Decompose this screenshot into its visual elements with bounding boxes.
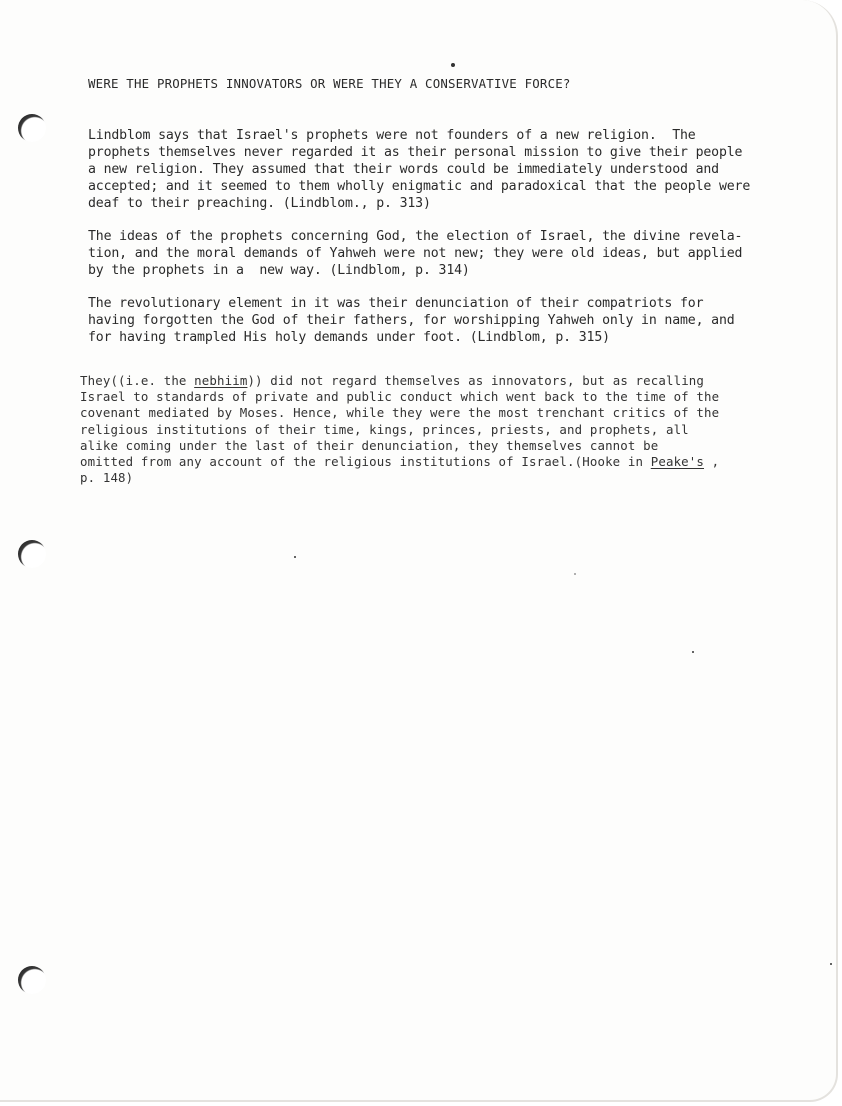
paragraph-lindblom-ideas [88,228,742,279]
text-line: alike coming under the last of their denunciation, they themselves cannot be [80,437,659,453]
text-line: religious institutions of their time, kings, princes, priests, and prophets, all [80,421,689,437]
paragraph-lindblom-revolutionary [88,295,735,346]
ink-speck [830,963,832,965]
document-title: WERE THE PROPHETS INNOVATORS OR WERE THEY A CONSERVATIVE FORCE? [88,76,571,91]
text-segment: , [704,454,720,470]
underlined-term-nebhiim: nebhiim [194,373,248,388]
text-line: Israel to standards of private and public conduct which went back to the time of the [80,389,720,405]
text-line: accepted; and it seemed to them wholly enigmatic and paradoxical that the people were [88,179,751,194]
text-line: prophets themselves never regarded it as their personal mission to give their people [88,145,743,160]
text-line: having forgotten the God of their fathers, for worshipping Yahweh only in name, and [88,313,735,328]
text-line [80,373,719,389]
text-line: The revolutionary element in it was their denunciation of their compatriots for [88,296,704,311]
text-line: tion, and the moral demands of Yahweh were not new; they were old ideas, but applied [88,246,743,261]
punch-hole [18,540,46,568]
ink-speck [574,573,576,575]
punch-hole [18,114,46,142]
text-line: deaf to their preaching. (Lindblom., p. 313) [88,196,431,211]
text-segment: omitted from any account of the religious institutions of Israel.(Hooke in [80,454,651,470]
paragraph-hooke-quote [80,373,719,486]
ink-speck [294,556,296,558]
text-line: by the prophets in a new way. (Lindblom, p. 314) [88,263,470,278]
text-line: for having trampled His holy demands under foot. (Lindblom, p. 315) [88,330,610,345]
ink-speck [451,63,455,67]
text-line: a new religion. They assumed that their words could be immediately understood and [88,162,719,177]
text-line: The ideas of the prophets concerning God, the election of Israel, the divine revela- [88,229,743,244]
text-line [80,454,719,470]
underlined-title-peakes: Peake's [650,454,705,470]
text-line: Lindblom says that Israel's prophets were not founders of a new religion. The [88,128,696,143]
paragraph-lindblom-founders [88,127,750,212]
ink-speck [692,651,694,653]
text-line: covenant mediated by Moses. Hence, while they were the most trenchant critics of the [80,405,720,421]
text-segment: )) did not regard themselves as innovators, but as recalling [247,373,705,388]
text-segment: They((i.e. the [80,373,195,388]
text-line: p. 148) [80,470,134,486]
punch-hole [18,966,46,994]
